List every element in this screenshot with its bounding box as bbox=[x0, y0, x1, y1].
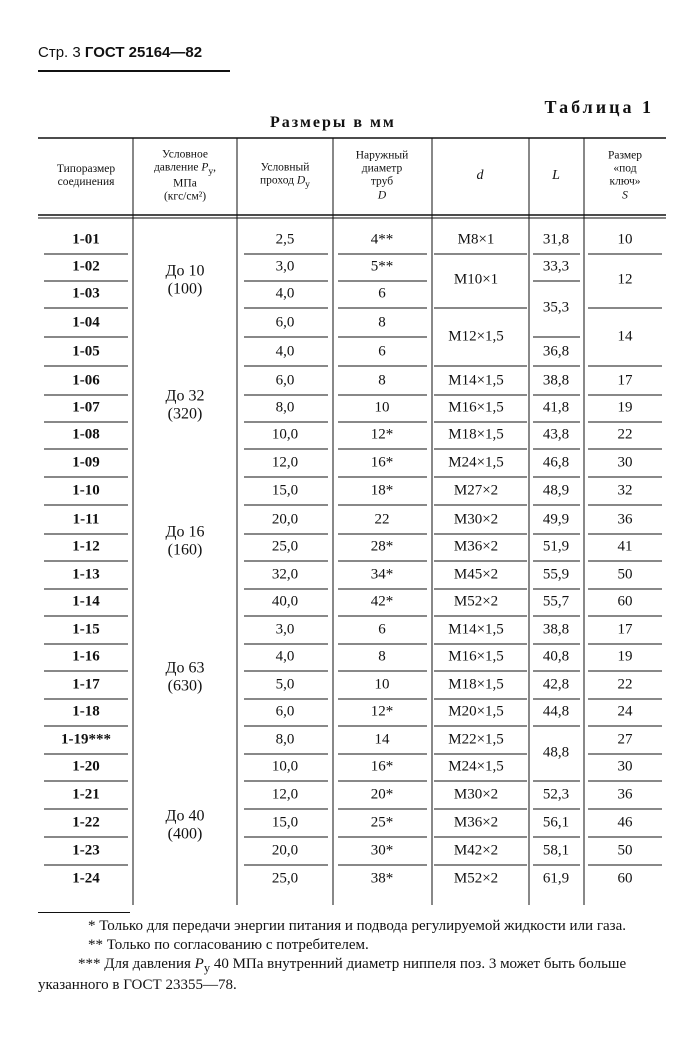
cell-bore: 8,0 bbox=[275, 399, 295, 415]
footnote-3: *** Для давления $P_у$ 40 МПа внутренний диаметр ниппеля поз. 3 может быть больше указанного в ГОСТ 23355—78. bbox=[38, 956, 627, 994]
cell-outer-diameter: 6 bbox=[378, 343, 386, 359]
cell-d: M52×2 bbox=[453, 870, 499, 886]
cell-L: 48,8 bbox=[542, 744, 570, 761]
cell-type: 1-13 bbox=[72, 566, 100, 582]
cell-S: 22 bbox=[617, 426, 633, 442]
cell-L: 49,9 bbox=[542, 511, 570, 527]
cell-type: 1-22 bbox=[72, 814, 100, 830]
cell-type: 1-05 bbox=[72, 343, 100, 359]
cell-L: 43,8 bbox=[542, 426, 570, 442]
cell-bore: 10,0 bbox=[271, 426, 299, 442]
cell-S: 17 bbox=[617, 621, 633, 637]
footnote-1: * Только для передачи энергии питания и подвода регулируемой жидкости или газа. bbox=[88, 918, 626, 934]
cell-S: 27 bbox=[617, 731, 633, 747]
cell-type: 1-18 bbox=[72, 703, 100, 719]
cell-L: 31,8 bbox=[542, 231, 570, 247]
cell-L: 38,8 bbox=[542, 372, 570, 388]
cell-outer-diameter: 16* bbox=[370, 454, 394, 470]
cell-type: 1-14 bbox=[72, 593, 100, 609]
cell-type: 1-17 bbox=[72, 676, 100, 692]
cell-L: 51,9 bbox=[542, 538, 570, 554]
cell-d: M24×1,5 bbox=[448, 758, 504, 774]
standard-number: ГОСТ 25164—82 bbox=[84, 44, 203, 61]
cell-type: 1-10 bbox=[72, 482, 100, 498]
cell-bore: 15,0 bbox=[271, 482, 299, 498]
cell-bore: 10,0 bbox=[271, 758, 299, 774]
cell-bore: 6,0 bbox=[275, 372, 295, 388]
cell-bore: 32,0 bbox=[271, 566, 299, 582]
cell-bore: 25,0 bbox=[271, 538, 299, 554]
cell-outer-diameter: 8 bbox=[378, 372, 386, 388]
header-outer-diameter: Наружный диаметр труб D bbox=[355, 149, 409, 202]
cell-L: 36,8 bbox=[542, 343, 570, 359]
cell-outer-diameter: 20* bbox=[370, 786, 394, 802]
cell-d: M10×1 bbox=[453, 271, 499, 288]
group-2: До 32 (320) bbox=[165, 387, 205, 423]
cell-L: 35,3 bbox=[542, 299, 570, 316]
cell-bore: 40,0 bbox=[271, 593, 299, 609]
cell-S: 30 bbox=[617, 454, 633, 470]
group-3: До 16 (160) bbox=[165, 523, 205, 559]
cell-S: 24 bbox=[617, 703, 633, 719]
header-type: Типоразмер соединения bbox=[56, 162, 116, 188]
cell-type: 1-16 bbox=[72, 648, 100, 664]
cell-S: 12 bbox=[617, 271, 633, 288]
cell-d: M45×2 bbox=[453, 566, 499, 582]
table-title: Таблица 1 bbox=[544, 97, 654, 117]
header-L: L bbox=[552, 167, 560, 183]
cell-outer-diameter: 22 bbox=[374, 511, 390, 527]
cell-S: 22 bbox=[617, 676, 633, 692]
cell-S: 60 bbox=[617, 593, 633, 609]
cell-outer-diameter: 12* bbox=[370, 426, 394, 442]
cell-d: M27×2 bbox=[453, 482, 499, 498]
cell-bore: 6,0 bbox=[275, 703, 295, 719]
cell-S: 14 bbox=[617, 328, 633, 345]
cell-outer-diameter: 10 bbox=[374, 676, 390, 692]
cell-S: 30 bbox=[617, 758, 633, 774]
cell-d: M22×1,5 bbox=[448, 731, 504, 747]
cell-d: M18×1,5 bbox=[448, 426, 504, 442]
cell-S: 19 bbox=[617, 399, 633, 415]
cell-L: 41,8 bbox=[542, 399, 570, 415]
cell-S: 32 bbox=[617, 482, 633, 498]
cell-type: 1-02 bbox=[72, 258, 100, 274]
cell-d: M12×1,5 bbox=[448, 328, 504, 345]
cell-bore: 20,0 bbox=[271, 511, 299, 527]
units-caption: Размеры в мм bbox=[270, 114, 396, 131]
group-4: До 63 (630) bbox=[165, 659, 205, 695]
page-number: Стр. 3 bbox=[38, 44, 81, 61]
cell-d: M16×1,5 bbox=[448, 399, 504, 415]
cell-d: M24×1,5 bbox=[448, 454, 504, 470]
cell-type: 1-09 bbox=[72, 454, 100, 470]
cell-outer-diameter: 8 bbox=[378, 648, 386, 664]
cell-S: 60 bbox=[617, 870, 633, 886]
cell-S: 17 bbox=[617, 372, 633, 388]
cell-L: 33,3 bbox=[542, 258, 570, 274]
cell-outer-diameter: 42* bbox=[370, 593, 394, 609]
cell-S: 50 bbox=[617, 566, 633, 582]
cell-outer-diameter: 38* bbox=[370, 870, 394, 886]
cell-type: 1-12 bbox=[72, 538, 100, 554]
cell-bore: 15,0 bbox=[271, 814, 299, 830]
cell-type: 1-01 bbox=[72, 231, 100, 247]
cell-bore: 5,0 bbox=[275, 676, 295, 692]
cell-outer-diameter: 34* bbox=[370, 566, 394, 582]
cell-type: 1-06 bbox=[72, 372, 100, 388]
cell-bore: 3,0 bbox=[275, 621, 295, 637]
cell-bore: 3,0 bbox=[275, 258, 295, 274]
cell-type: 1-19*** bbox=[61, 731, 111, 747]
cell-d: M42×2 bbox=[453, 842, 499, 858]
cell-type: 1-24 bbox=[72, 870, 100, 886]
cell-bore: 12,0 bbox=[271, 786, 299, 802]
cell-type: 1-04 bbox=[72, 314, 100, 330]
cell-bore: 4,0 bbox=[275, 285, 295, 301]
cell-L: 52,3 bbox=[542, 786, 570, 802]
cell-d: M20×1,5 bbox=[448, 703, 504, 719]
cell-bore: 20,0 bbox=[271, 842, 299, 858]
cell-outer-diameter: 25* bbox=[370, 814, 394, 830]
cell-L: 61,9 bbox=[542, 870, 570, 886]
cell-S: 46 bbox=[617, 814, 633, 830]
cell-S: 36 bbox=[617, 786, 633, 802]
cell-bore: 4,0 bbox=[275, 648, 295, 664]
cell-S: 19 bbox=[617, 648, 633, 664]
footnote-rule bbox=[38, 912, 130, 913]
cell-type: 1-03 bbox=[72, 285, 100, 301]
cell-outer-diameter: 6 bbox=[378, 621, 386, 637]
cell-L: 46,8 bbox=[542, 454, 570, 470]
cell-d: M52×2 bbox=[453, 593, 499, 609]
cell-bore: 4,0 bbox=[275, 343, 295, 359]
cell-L: 38,8 bbox=[542, 621, 570, 637]
cell-bore: 12,0 bbox=[271, 454, 299, 470]
cell-d: M14×1,5 bbox=[448, 621, 504, 637]
footnotes bbox=[38, 917, 668, 996]
cell-L: 58,1 bbox=[542, 842, 570, 858]
cell-outer-diameter: 30* bbox=[370, 842, 394, 858]
cell-outer-diameter: 14 bbox=[374, 731, 390, 747]
cell-bore: 6,0 bbox=[275, 314, 295, 330]
cell-L: 40,8 bbox=[542, 648, 570, 664]
cell-outer-diameter: 4** bbox=[370, 231, 394, 247]
cell-d: M36×2 bbox=[453, 538, 499, 554]
cell-d: M16×1,5 bbox=[448, 648, 504, 664]
cell-type: 1-07 bbox=[72, 399, 100, 415]
cell-type: 1-21 bbox=[72, 786, 100, 802]
cell-L: 55,7 bbox=[542, 593, 570, 609]
cell-d: M14×1,5 bbox=[448, 372, 504, 388]
group-1: До 10 (100) bbox=[165, 262, 205, 298]
cell-d: M18×1,5 bbox=[448, 676, 504, 692]
cell-d: M36×2 bbox=[453, 814, 499, 830]
cell-bore: 8,0 bbox=[275, 731, 295, 747]
group-5: До 40 (400) bbox=[165, 807, 205, 843]
cell-S: 36 bbox=[617, 511, 633, 527]
cell-outer-diameter: 18* bbox=[370, 482, 394, 498]
cell-L: 42,8 bbox=[542, 676, 570, 692]
cell-outer-diameter: 10 bbox=[374, 399, 390, 415]
footnote-2: ** Только по согласованию с потребителем. bbox=[88, 937, 369, 954]
cell-S: 50 bbox=[617, 842, 633, 858]
cell-type: 1-23 bbox=[72, 842, 100, 858]
cell-outer-diameter: 28* bbox=[370, 538, 394, 554]
cell-L: 48,9 bbox=[542, 482, 570, 498]
cell-L: 56,1 bbox=[542, 814, 570, 830]
cell-bore: 2,5 bbox=[275, 231, 295, 247]
header-bore: Условный проход $D_у$ bbox=[260, 161, 310, 191]
cell-type: 1-11 bbox=[72, 511, 100, 527]
cell-d: M30×2 bbox=[453, 511, 499, 527]
cell-outer-diameter: 12* bbox=[370, 703, 394, 719]
cell-outer-diameter: 6 bbox=[378, 285, 386, 301]
header-S: Размер «под ключ» S bbox=[607, 149, 643, 202]
cell-bore: 25,0 bbox=[271, 870, 299, 886]
cell-d: M30×2 bbox=[453, 786, 499, 802]
cell-d: M8×1 bbox=[457, 231, 495, 247]
cell-type: 1-20 bbox=[72, 758, 100, 774]
cell-type: 1-08 bbox=[72, 426, 100, 442]
cell-type: 1-15 bbox=[72, 621, 100, 637]
cell-outer-diameter: 5** bbox=[370, 258, 394, 274]
cell-outer-diameter: 16* bbox=[370, 758, 394, 774]
cell-L: 55,9 bbox=[542, 566, 570, 582]
cell-S: 41 bbox=[617, 538, 633, 554]
header-d: d bbox=[476, 167, 484, 183]
cell-outer-diameter: 8 bbox=[378, 314, 386, 330]
cell-L: 44,8 bbox=[542, 703, 570, 719]
cell-S: 10 bbox=[617, 231, 633, 247]
header-pressure: Условное давление $P_у$, МПа (кгс/см²) bbox=[153, 148, 217, 203]
